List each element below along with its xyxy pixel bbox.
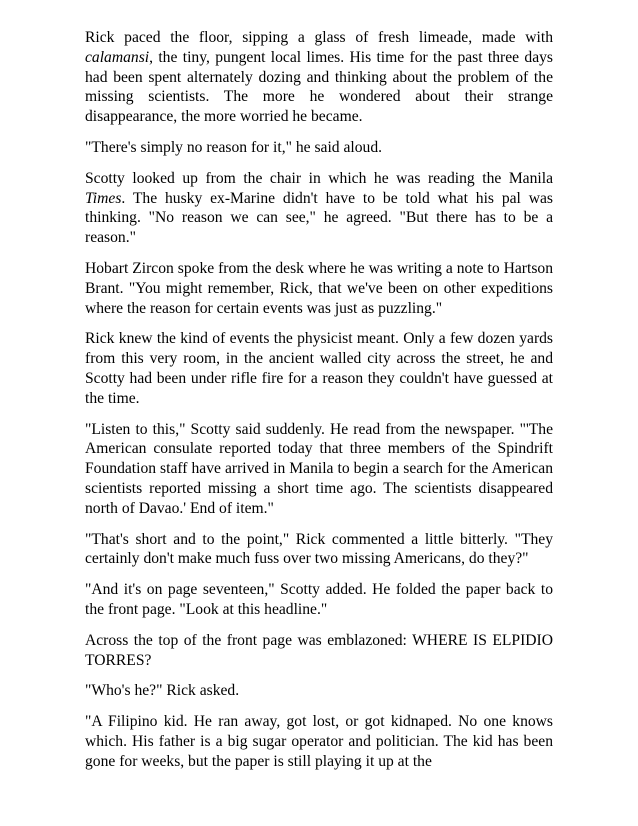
- paragraph-5: [85, 329, 553, 408]
- text-run: "Who's he?" Rick asked.: [85, 682, 240, 700]
- paragraph-3: [85, 169, 553, 248]
- paragraph-8: [85, 580, 553, 620]
- text-run: , the tiny, pungent local limes. His time for the past three days had been spent alternately dozing and thinking about the problem of the missing scientists. The more he wondered about their strange disappearance, the more worried he became.: [85, 48, 553, 126]
- text-run: Scotty looked up from the chair in which he was reading the Manila: [85, 169, 553, 187]
- paragraph-7: [85, 530, 553, 570]
- text-run: Rick paced the floor, sipping a glass of fresh limeade, made with: [85, 29, 553, 46]
- text-run: Rick knew the kind of events the physicist meant. Only a few dozen yards from this very room, in the ancient walled city across the street, he and Scotty had been under rifle fire for a reason they couldn't have guessed at the time.: [85, 330, 553, 407]
- paragraph-10: [85, 681, 553, 701]
- paragraph-2: [85, 138, 553, 158]
- paragraph-9: [85, 631, 553, 671]
- text-run: "And it's on page seventeen," Scotty added. He folded the paper back to the front page. "Look at this headline.": [85, 581, 553, 618]
- paragraph-4: [85, 259, 553, 318]
- text-run: Hobart Zircon spoke from the desk where he was writing a note to Hartson Brant. "You might remember, Rick, that we've been on other expeditions where the reason for certain events was just as puzzling.": [85, 259, 553, 317]
- paragraph-6: [85, 420, 553, 519]
- text-run: "That's short and to the point," Rick commented a little bitterly. "They certainly don't make much fuss over two missing Americans, do they?": [85, 530, 553, 568]
- text-run: "A Filipino kid. He ran away, got lost, or got kidnaped. No one knows which. His father is a big sugar operator and politician. The kid has been gone for weeks, but the paper is still playing it up at the: [85, 713, 553, 770]
- text-run: Across the top of the front page was emblazoned: WHERE IS ELPIDIO TORRES?: [85, 631, 553, 669]
- italic-text-run: calamansi: [85, 48, 150, 66]
- text-run: . The husky ex-Marine didn't have to be told what his pal was thinking. "No reason we can see," he agreed. "But there has to be a reason.": [85, 189, 553, 247]
- document-page: [85, 28, 553, 783]
- paragraph-1: [85, 28, 553, 127]
- text-run: "Listen to this," Scotty said suddenly. He read from the newspaper. "'The American consulate reported today that three members of the Spindrift Foundation staff have arrived in Manila to begin a search for the American scientists reported missing a short time ago. The scientists disappeared north of Davao.' End of item.": [85, 420, 553, 517]
- paragraph-11: [85, 712, 553, 771]
- italic-text-run: Times: [85, 189, 122, 207]
- text-run: "There's simply no reason for it," he said aloud.: [85, 138, 383, 156]
